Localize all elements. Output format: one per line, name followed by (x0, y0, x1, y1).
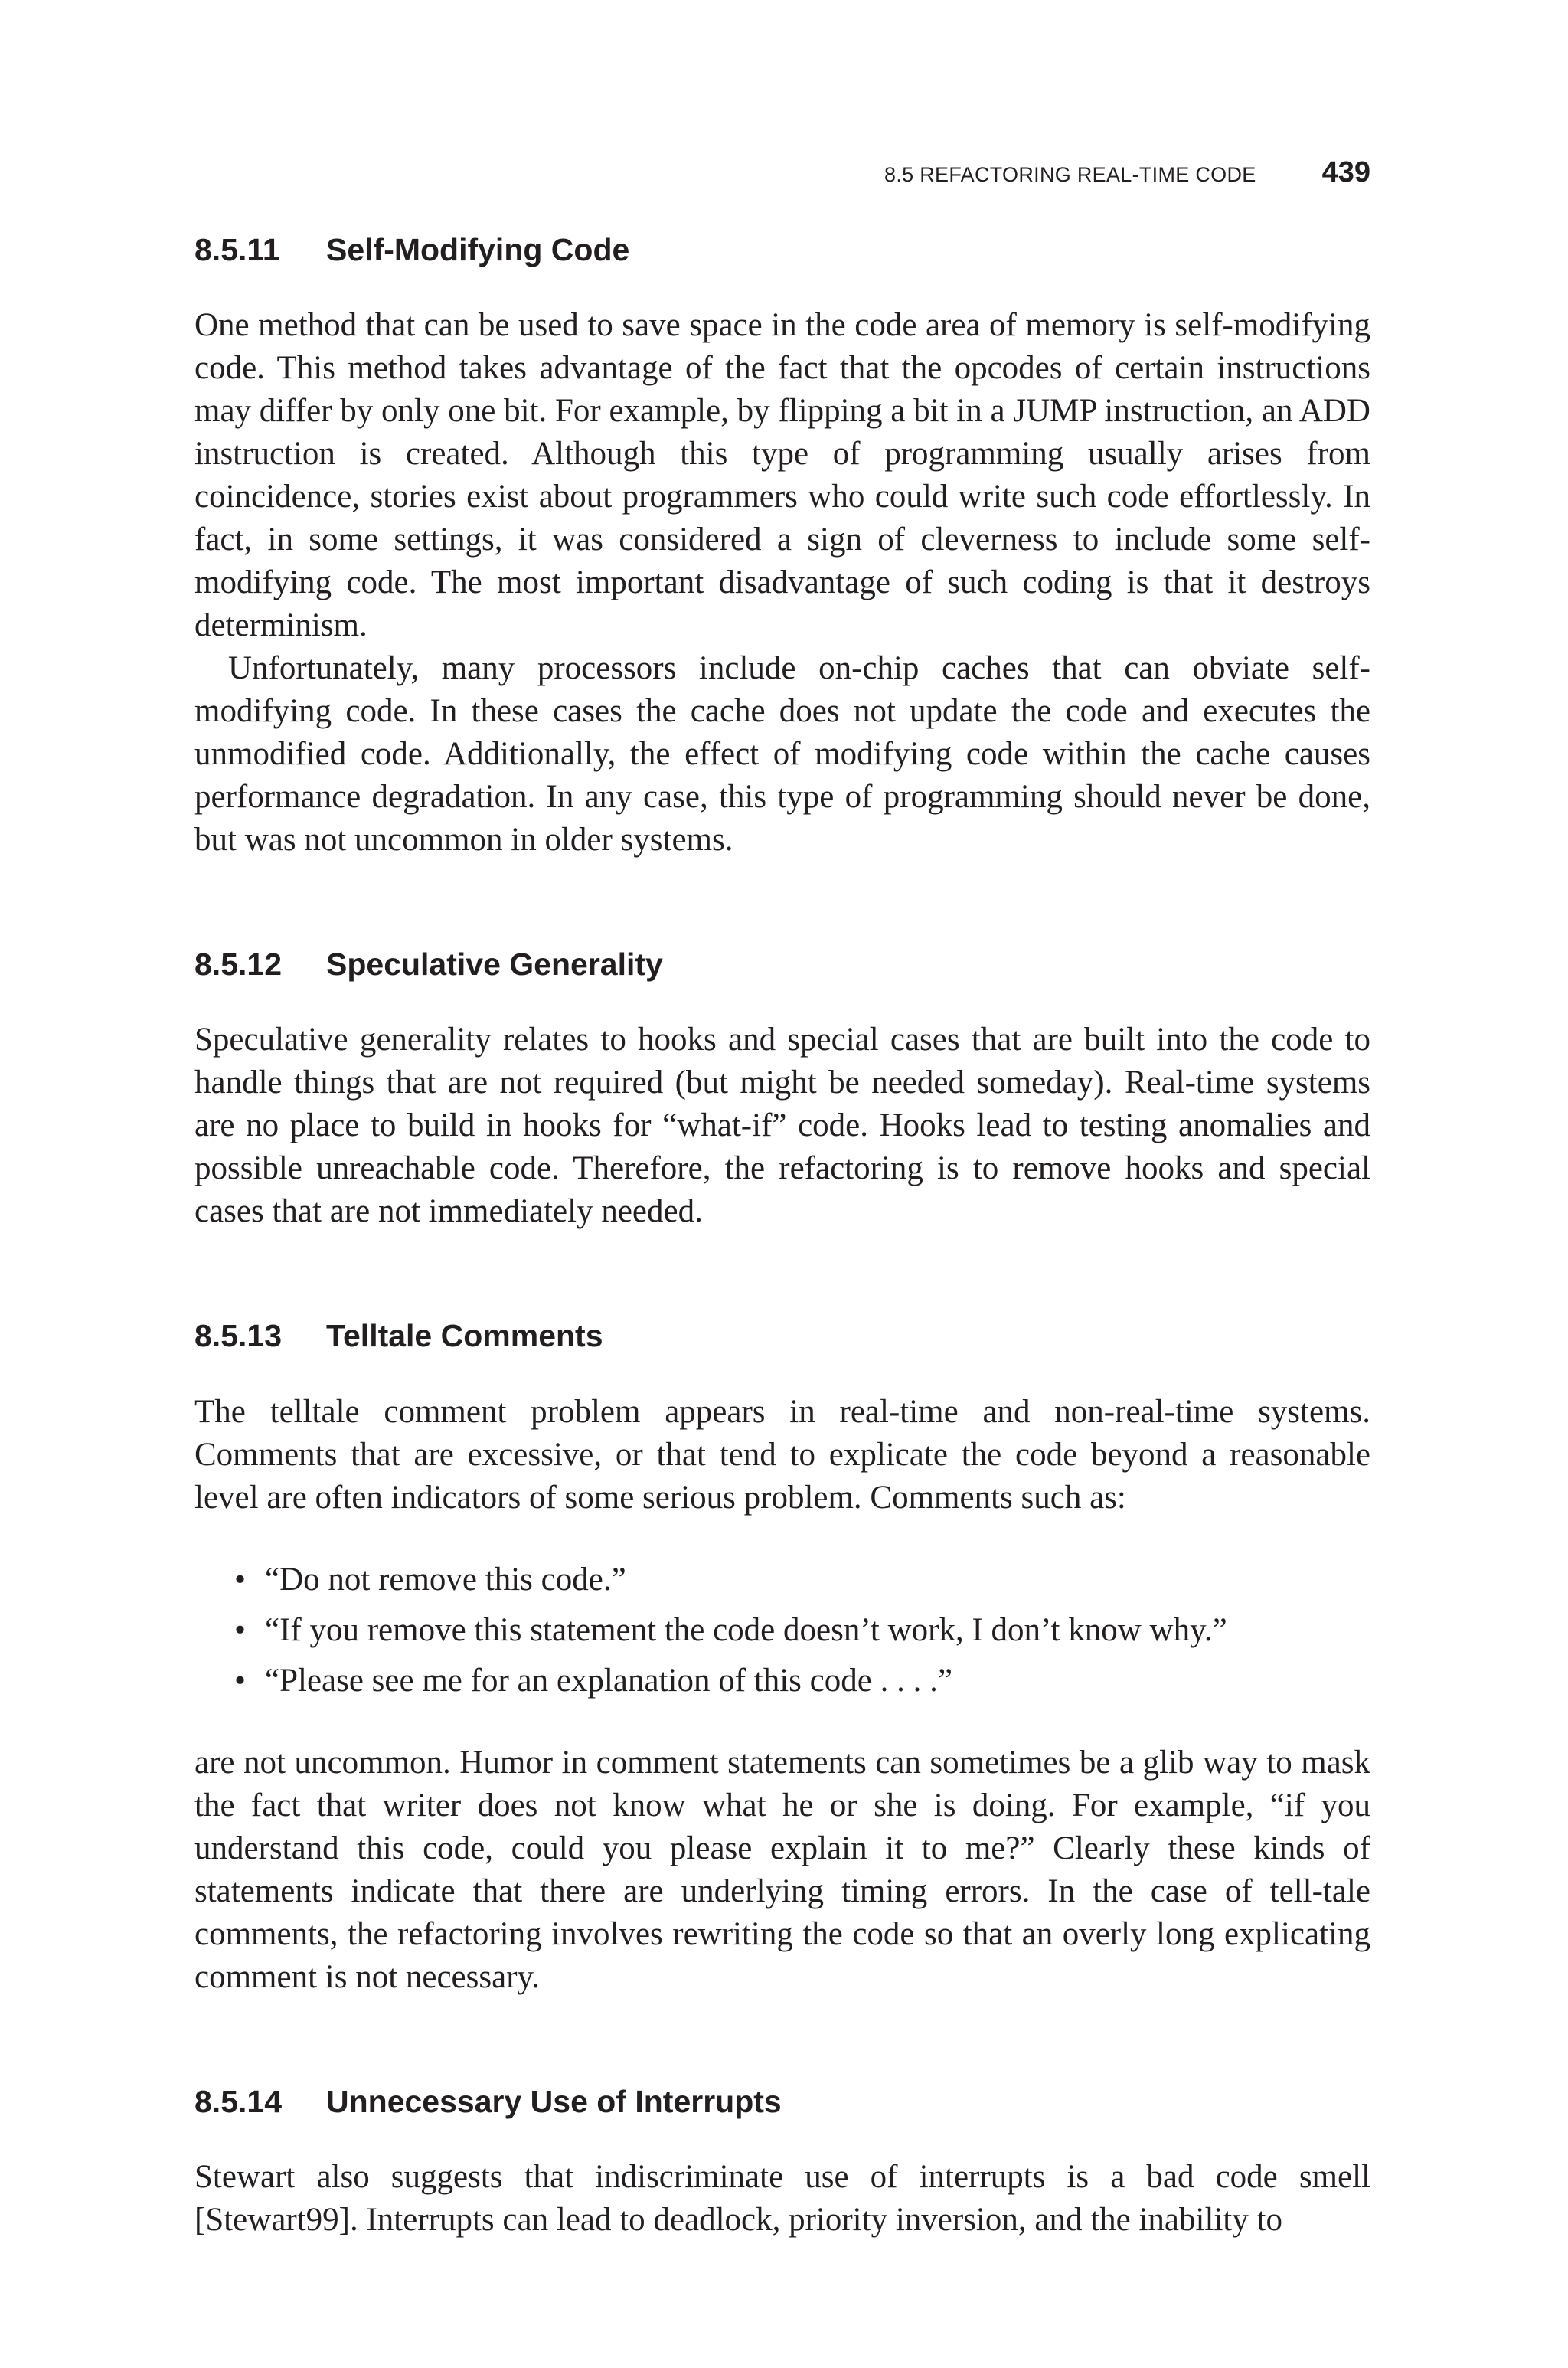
section-title: Telltale Comments (326, 1318, 603, 1354)
section-8-5-13 (194, 1317, 1370, 1998)
list-item: • “Please see me for an explanation of this code . . . .” (194, 1656, 1370, 1706)
list-item: • “Do not remove this code.” (194, 1555, 1370, 1605)
paragraph: The telltale comment problem appears in real-time and non-real-time systems. Comments that are excessive, or that tend to explicate the code beyond a reasonable level are often indicators of some serious problem. Comments such as: (194, 1393, 1370, 1516)
section-heading (194, 2083, 1370, 2121)
section-number: 8.5.12 (194, 947, 282, 983)
section-number: 8.5.13 (194, 1318, 282, 1354)
list-item: • “If you remove this statement the code doesn’t work, I don’t know why.” (194, 1605, 1370, 1656)
comment-examples-list (194, 1555, 1370, 1706)
section-8-5-14 (194, 2083, 1370, 2242)
section-title: Speculative Generality (326, 947, 663, 983)
section-8-5-11 (194, 231, 1370, 862)
section-8-5-12 (194, 946, 1370, 1233)
section-heading (194, 1317, 1370, 1355)
paragraph: One method that can be used to save space in the code area of memory is self-modifying code. This method takes advantage of the fact that the opcodes of certain instructions may differ by only one bit. For example, by flipping a bit in a JUMP instruction, an ADD instruction is created. Although this type of programming usually arises from coincidence, stories exist about programmers who could write such code effortlessly. In fact, in some settings, it was considered a sign of cleverness to include some self-modifying code. The most important disadvantage of such coding is that it destroys determinism. (194, 307, 1370, 644)
running-header (884, 156, 1370, 189)
section-title: Unnecessary Use of Interrupts (326, 2083, 782, 2119)
paragraph: are not uncommon. Humor in comment statements can sometimes be a glib way to mask the fact that writer does not know what he or she is doing. For example, “if you understand this code, could you please explain it to me?” Clearly these kinds of statements indicate that there are underlying timing errors. In the case of tell-tale comments, the refactoring involves rewriting the code so that an overly long explicating comment is not necessary. (194, 1744, 1370, 1995)
section-title: Self-Modifying Code (326, 232, 630, 267)
section-heading (194, 231, 1370, 269)
section-heading (194, 946, 1370, 983)
section-number: 8.5.14 (194, 2083, 282, 2119)
section-number: 8.5.11 (194, 232, 280, 267)
paragraph: Unfortunately, many processors include on-chip caches that can obviate self-modifying code. In these cases the cache does not update the code and executes the unmodified code. Additionally, the effect of modifying code within the cache causes performance degradation. In any case, this type of programming should never be done, but was not uncommon in older systems. (194, 650, 1370, 859)
page-number: 439 (1321, 156, 1370, 188)
paragraph: Stewart also suggests that indiscriminate use of interrupts is a bad code smell [Stewart99]. Interrupts can lead to deadlock, priority inversion, and the inability to (194, 2158, 1370, 2238)
paragraph: Speculative generality relates to hooks and special cases that are built into the code to handle things that are not required (but might be needed someday). Real-time systems are no place to build in hooks for “what-if” code. Hooks lead to testing anomalies and possible unreachable code. Therefore, the refactoring is to remove hooks and special cases that are not immediately needed. (194, 1022, 1370, 1230)
running-header-title: 8.5 REFACTORING REAL-TIME CODE (884, 163, 1256, 186)
page-body (194, 231, 1370, 2326)
